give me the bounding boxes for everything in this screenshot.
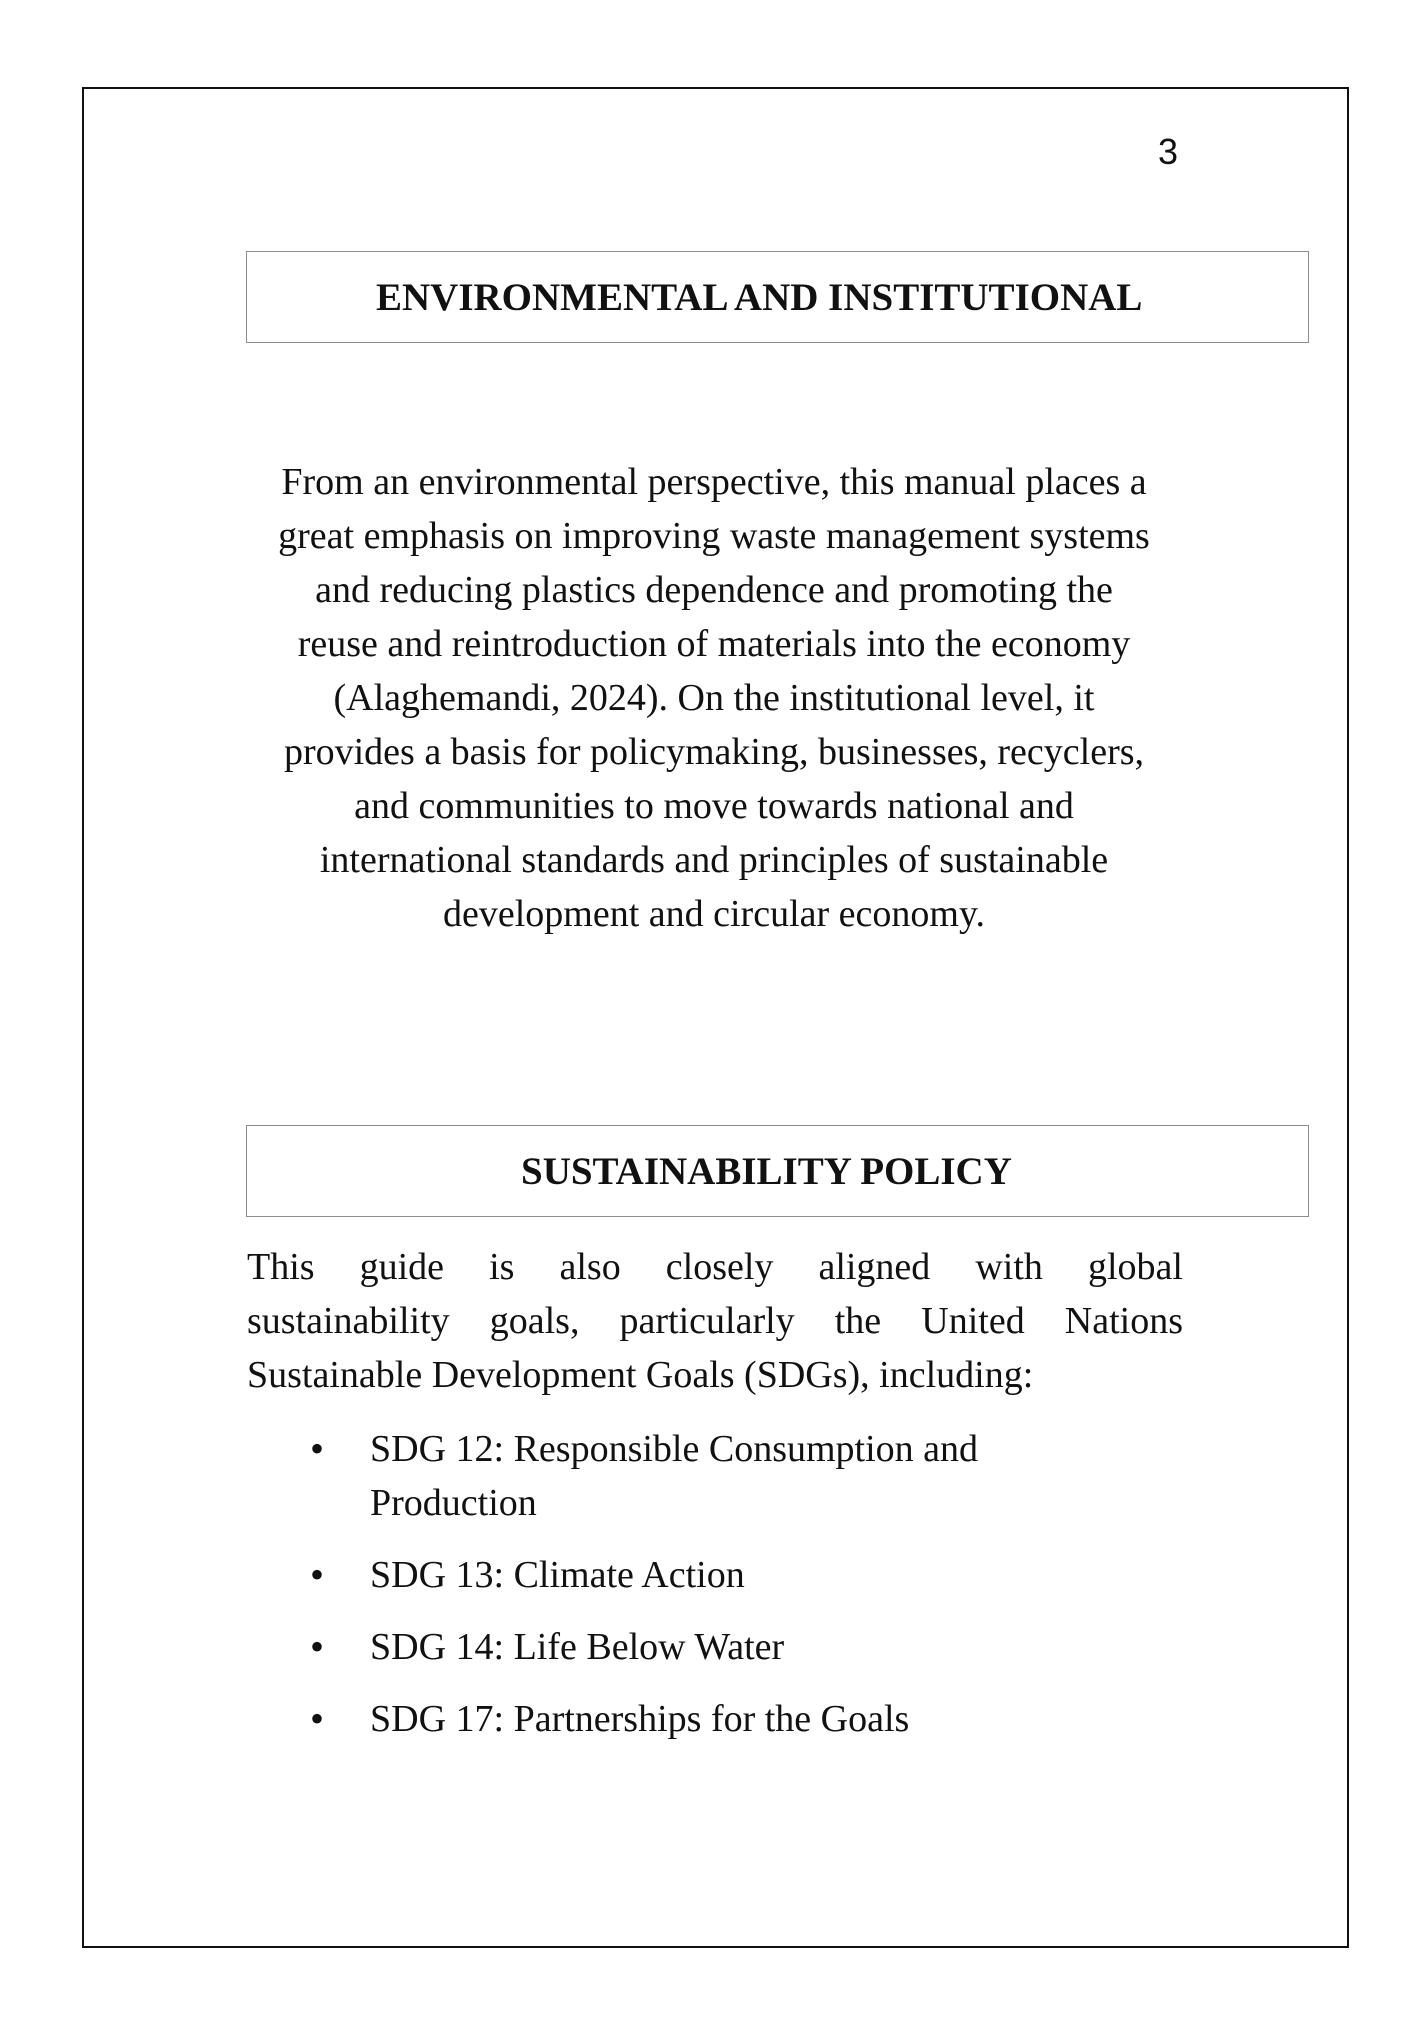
paragraph-line: (Alaghemandi, 2024). On the institutional level, it bbox=[333, 677, 1095, 719]
paragraph-line: reuse and reintroduction of materials into the economy bbox=[297, 623, 1131, 665]
intro-word: with bbox=[975, 1246, 1043, 1288]
intro-word: the bbox=[834, 1300, 882, 1342]
intro-word: United bbox=[921, 1300, 1025, 1342]
paragraph-line: international standards and principles of sustainable bbox=[319, 839, 1109, 881]
sdg-item-line: SDG 13: Climate Action bbox=[370, 1554, 745, 1596]
intro-word: goals, bbox=[489, 1300, 580, 1342]
paragraph-line: provides a basis for policymaking, businesses, recyclers, bbox=[283, 731, 1145, 773]
sdg-list-item bbox=[247, 1548, 1147, 1602]
sustainability-intro-paragraph bbox=[247, 1240, 1183, 1402]
sdg-item-text bbox=[370, 1692, 1147, 1746]
sdg-item-line: Production bbox=[370, 1482, 537, 1524]
intro-line-2 bbox=[247, 1294, 1183, 1348]
sdg-item-text bbox=[370, 1620, 1147, 1674]
intro-word: global bbox=[1087, 1246, 1183, 1288]
bullet-icon: • bbox=[310, 1552, 325, 1597]
environmental-paragraph bbox=[244, 455, 1184, 941]
intro-word: particularly bbox=[619, 1300, 795, 1342]
intro-line-3: Sustainable Development Goals (SDGs), including: bbox=[247, 1354, 1034, 1396]
bullet-icon: • bbox=[310, 1624, 325, 1669]
sdg-list-item bbox=[247, 1422, 1147, 1530]
intro-word: closely bbox=[665, 1246, 774, 1288]
sdg-list-item bbox=[247, 1692, 1147, 1746]
sdg-item-line: SDG 12: Responsible Consumption and bbox=[370, 1428, 979, 1470]
intro-word: This bbox=[247, 1246, 315, 1288]
bullet-icon: • bbox=[310, 1696, 325, 1741]
intro-word: is bbox=[489, 1246, 515, 1288]
sdg-item-line: SDG 17: Partnerships for the Goals bbox=[370, 1698, 910, 1740]
paragraph-line: and communities to move towards national and bbox=[354, 785, 1074, 827]
intro-word: sustainability bbox=[247, 1300, 450, 1342]
intro-word: aligned bbox=[818, 1246, 931, 1288]
sdg-item-text bbox=[370, 1422, 1147, 1530]
sustainability-section-header bbox=[246, 1125, 1309, 1217]
sdg-item-line: SDG 14: Life Below Water bbox=[370, 1626, 785, 1668]
intro-word: Nations bbox=[1064, 1300, 1183, 1342]
page-number: 3 bbox=[1158, 131, 1179, 172]
paragraph-line: great emphasis on improving waste management systems bbox=[278, 515, 1150, 557]
sdg-list-item bbox=[247, 1620, 1147, 1674]
environmental-section-title: ENVIRONMENTAL AND INSTITUTIONAL bbox=[376, 275, 1143, 319]
environmental-section-header bbox=[246, 251, 1309, 343]
bullet-icon: • bbox=[310, 1426, 325, 1471]
paragraph-line: From an environmental perspective, this manual places a bbox=[281, 461, 1147, 503]
sdg-item-text bbox=[370, 1548, 1147, 1602]
intro-line-1 bbox=[247, 1240, 1183, 1294]
paragraph-line: and reducing plastics dependence and promoting the bbox=[315, 569, 1113, 611]
intro-word: also bbox=[559, 1246, 621, 1288]
intro-word: guide bbox=[359, 1246, 445, 1288]
sdg-list bbox=[247, 1422, 1147, 1746]
paragraph-line: development and circular economy. bbox=[443, 893, 985, 935]
sustainability-section-title: SUSTAINABILITY POLICY bbox=[521, 1149, 1012, 1193]
